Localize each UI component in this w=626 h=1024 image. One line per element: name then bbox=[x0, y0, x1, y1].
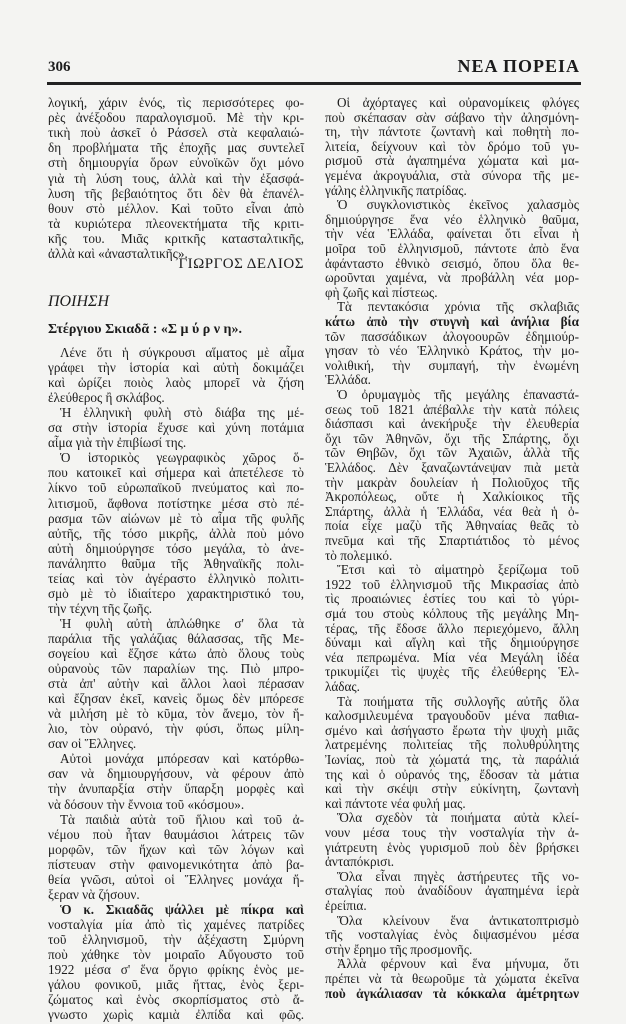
text-line: Ὅλα εἶναι πηγὲς ἀστήρευτες τῆς νο- bbox=[337, 868, 579, 884]
text-line: καὶ ὡρίζει ποιὸς λαὸς μπορεῖ νὰ ζήση bbox=[48, 375, 304, 391]
text-line: αὐτῆς, τῆς τόσο μικρῆς, ἀλλὰ ποὺ μόνο bbox=[48, 525, 304, 541]
text-line: ποία εἶχε μαζὺ τῆς Ἀθηναίας θεᾶς τὸ bbox=[325, 518, 579, 534]
text-line: σαν οἱ Ἕλληνες. bbox=[48, 736, 137, 752]
text-line: αἷμα γιὰ τὴν ἐπιβίωσί της. bbox=[48, 435, 187, 451]
text-line: λυση τῆς βεβαιότητος ὅτι δὲν θὰ ἐπανέλ- bbox=[48, 185, 304, 201]
text-line: ὄχι τῶν Ἀθηνῶν, ὄχι τῆς Σπάρτης, ὄχι bbox=[325, 430, 579, 446]
text-line: λάδας. bbox=[325, 679, 360, 694]
text-line: διάσπασι καὶ ἀνεκήρυξε τὴν ἐλευθερία bbox=[325, 416, 579, 432]
review-title: Στέργιου Σκιαδᾶ : «Σ μ ύ ρ ν η». bbox=[48, 322, 242, 337]
text-line: στὴν ἔρημο τῆς προσμονῆς. bbox=[325, 941, 473, 957]
text-line: δη προβλήματα τῆς ἐποχῆς μας συντελεῖ bbox=[48, 140, 304, 156]
text-line: Ἔτσι καὶ τὸ αἱματηρὸ ξερίζωμα τοῦ bbox=[337, 562, 579, 578]
text-line: μοῖρα τοῦ ἑλληνισμοῦ, πάντοτε ἀπὸ ἕνα bbox=[325, 241, 579, 256]
text-line: ρὲς ἀνέξοδου παραλογισμοῦ. Μὲ τὴν κρι- bbox=[48, 110, 304, 126]
text-line: λογική, χάριν ἑνός, τὶς περισσότερες φο- bbox=[48, 95, 304, 110]
text-line: ζώματος καὶ ἑνὸς σκορπίσματος στὸ ἄ- bbox=[48, 992, 304, 1008]
text-line: νὰ μιλήση μὲ τὸ κῦμα, τὸν ἄνεμο, τὸν ἥ- bbox=[48, 706, 304, 722]
text-line: τὴν νέα Ἑλλάδα, φαίνεται ὅτι εἶναι ἡ bbox=[325, 226, 579, 242]
text-line: καὶ ἔζησαν ἐκεῖ, κανεὶς ὅμως δὲν μπόρεσε bbox=[48, 691, 304, 707]
text-line: μορφῶν, τῶν ἤχων καὶ τῶν λόγων καὶ bbox=[48, 841, 304, 857]
text-line: Οἱ ἀχόρταγες καὶ οὐρανομίκεις φλόγες bbox=[337, 95, 579, 110]
text-line: κῆς του. Μιᾶς κριτκῆς κατασταλτικῆς, bbox=[48, 230, 304, 246]
text-line: θουν στὸ μέλλον. Καὶ τοῦτο εἶναι ἀπὸ bbox=[48, 200, 304, 216]
text-line: σταλγίας ποὺ ἀναδίδουν ἀγαπημένα ἱερὰ bbox=[325, 883, 579, 899]
text-line: 1922 μέσα σ' ἕνα ὄργιο φρίκης ἑνὸς με- bbox=[48, 962, 304, 978]
text-line: ἐλεύθερος ἢ σκλάβος. bbox=[48, 390, 165, 406]
text-line: τη, τὴν πάντοτε ζωντανὴ καὶ ποθητὴ πο- bbox=[325, 124, 579, 140]
header-rule bbox=[47, 82, 581, 85]
text-line: φὴ ζωῆς καὶ πίστεως. bbox=[325, 284, 438, 300]
text-line: Ὁ κ. Σκιαδᾶς ψάλλει μὲ πίκρα καὶ bbox=[60, 901, 304, 917]
text-line: νὰ δόσουν τὴν ἔννοια τοῦ «κόσμου». bbox=[48, 796, 245, 812]
text-line: στὴ δημιουργία ὅρων εὐνοϊκῶν ὄχι μόνο bbox=[48, 155, 304, 171]
text-line: γεμένα ἀκρογυάλια, στὰ σύνορα τῆς με- bbox=[325, 168, 579, 183]
text-line: ποὺ ἀγκάλιασαν τὰ κόκκαλα ἀμέτρητων bbox=[325, 985, 579, 1001]
text-line: γιάτρευτη ἑνὸς γυρισμοῦ ποὺ δὲν βρήσκει bbox=[325, 839, 579, 855]
text-line: γάλης ἑλληνικῆς πατρίδας. bbox=[325, 182, 467, 198]
author-signature: ΓΙΩΡΓΟΣ ΔΕΛΙΟΣ bbox=[178, 256, 304, 272]
page-number: 306 bbox=[48, 59, 71, 75]
text-line: σμένο καὶ ἀσήγαστο ἔρωτα τὴν ψυχὴ μιᾶς bbox=[325, 722, 579, 738]
text-line: Ἡ ἑλληνικὴ φυλὴ στὸ διάβα της μέ- bbox=[60, 405, 304, 421]
text-line: Λένε ὅτι ἡ σύγκρουσι αἵματος μὲ αἷμα bbox=[60, 345, 304, 360]
text-line: τικὴ ποὺ ἀσκεῖ ὁ Ράσσελ στὰ κεφαλαιώ- bbox=[48, 125, 304, 141]
text-line: Ἑλλάδα. bbox=[325, 372, 371, 388]
text-line: λίκνο τοῦ εὐρωπαϊκοῦ πνεύματος καὶ πο- bbox=[48, 480, 304, 496]
text-line: 1922 τοῦ ἑλληνισμοῦ τῆς Μικρασίας ἀπὸ bbox=[325, 576, 579, 592]
text-line: σογείου καὶ ἔζησε κάτω ἀπὸ ὅλους τοὺς bbox=[48, 646, 304, 661]
text-line: γράφει τὴν ἱστορία καὶ αὐτὴ δοκιμάζει bbox=[48, 360, 304, 376]
text-line: Ὅλα κλείνουν ἕνα ἀντικατοπτρισμὸ bbox=[337, 912, 579, 928]
text-line: γνωστο χωρὶς καμιὰ ἐλπίδα καὶ φῶς. bbox=[48, 1007, 304, 1023]
text-line: Ὁ συγκλονιστικὸς ἐκεῖνος χαλασμὸς bbox=[337, 197, 579, 213]
text-line: πίστευαν στὴν φαινομενικότητα ἀπὸ βα- bbox=[48, 856, 304, 872]
text-line: καλοσμιλευμένα τραγουδοῦν μένα παθια- bbox=[325, 708, 579, 724]
text-line: ἀνταπόκρισι. bbox=[325, 854, 395, 870]
text-line: ποὺ χάθηκε τὸν μοιραῖο Αὔγουστο τοῦ bbox=[48, 947, 304, 962]
text-line: κάτω ἀπὸ τὴν στυγνὴ καὶ ἀνήλια βία bbox=[325, 314, 579, 329]
text-line: τῆς νοσταλγίας ἑνὸς διψασμένου μέσα bbox=[325, 927, 579, 943]
text-line: καὶ τὴν σκέψι στὴν εὐκίνητη, ζωντανὴ bbox=[325, 781, 579, 797]
text-line: Τὰ ποιήματα τῆς συλλογῆς αὐτῆς ὅλα bbox=[337, 693, 579, 709]
text-line: ωροῦνται χαμένα, νὰ προβάλλη νέα μορ- bbox=[325, 270, 579, 286]
text-line: Ἀκροπόλεως, οὔτε ἡ Χαλκίοικος τῆς bbox=[325, 489, 579, 505]
text-line: στὰ ἀπ' αὐτὴν καὶ ἄλλοι λαοὶ πέρασαν bbox=[48, 676, 304, 692]
text-line: τῶν πασσάδικων ἀλογοουρῶν ἐδημιούρ- bbox=[325, 328, 579, 344]
text-line: τὸ πολεμικό. bbox=[325, 547, 393, 563]
text-line: τοῦ ἑλληνισμοῦ, τὴν ἀξέχαστη Σμύρνη bbox=[48, 931, 304, 947]
text-line: νέμου ποὺ ἦταν θαυμάσιοι λάτρεις τῶν bbox=[48, 826, 304, 842]
text-line: τὰ κυριώτερα πλεονεκτήματα τῆς κριτι- bbox=[48, 215, 304, 231]
text-line: γησαν τὸ νέο Ἑλληνικὸ Κράτος, τὴν μο- bbox=[325, 343, 579, 359]
text-line: σμὸ μὲ τὸ ἰδιαίτερο χαρακτηριστικό του, bbox=[48, 585, 304, 601]
text-line: που κατοικεῖ καὶ σήμερα καὶ ἀπετέλεσε τὸ bbox=[48, 465, 304, 481]
text-line: Ὁ ἱστορικὸς γεωγραφικὸς χῶρος ὅ- bbox=[60, 450, 304, 466]
text-line: τὶς προαιώνιες ἑστίες του καὶ τὸ γύρι- bbox=[325, 591, 579, 607]
text-line: Αὐτοὶ μονάχα μπόρεσαν καὶ κατόρθω- bbox=[60, 751, 304, 767]
text-line: ἀλλὰ καὶ «ἀνασταλτικῆς». bbox=[48, 246, 188, 261]
text-line: γάλου φονικοῦ, μιᾶς ἥττας, ἑνὸς ξερι- bbox=[48, 977, 304, 993]
text-line: πρέπει νὰ τὰ θεωροῦμε τὰ χώματα ἐκεῖνα bbox=[325, 971, 579, 986]
text-line: γιὰ τὴ λύση τους, ἀλλὰ καὶ τὴν ἐξασφά- bbox=[48, 170, 304, 186]
text-line: σαν νὰ δημιουργήσουν, νὰ φέρουν ἀπὸ bbox=[48, 766, 304, 782]
text-line: πνεῦμα καὶ τῆς Σπαρτιάτιδος τὸ μένος bbox=[325, 533, 579, 548]
text-line: τέρας, τῆς ἔδοσε ἄλλο περιεχόμενο, ἄλλη bbox=[325, 620, 579, 636]
text-line: ρισμοῦ στὰ ἀγαπημένα χώματα καὶ μα- bbox=[325, 153, 579, 169]
text-line: νουν μέσα τους τὴν νοσταλγία τὴν ἀ- bbox=[325, 825, 579, 840]
text-line: λιτισμοῦ, ἄφθονα ποτίστηκε μέσα στὸ πέ- bbox=[48, 495, 304, 511]
text-line: της καὶ ὁ οὐρανός της, ἔδοσαν τὰ μάτια bbox=[325, 766, 579, 782]
text-line: σεως τοῦ 1821 ἀπέβαλλε τὴν κατὰ πόλεις bbox=[325, 401, 579, 417]
text-line: ξεραν νὰ ζήσουν. bbox=[48, 886, 140, 902]
text-line: τὴν ἀνυπαρξία στὴν ὕπαρξη μορφὲς καὶ bbox=[48, 781, 304, 797]
text-line: δημιούργησε ἕνα νέο ἑλληνικὸ θαῦμα, bbox=[325, 211, 579, 227]
text-line: λατρεμένης πολιτείας τῆς πολυθρύλητης bbox=[325, 737, 579, 753]
text-line: αὐτὴ δημιούργησε τόσο μεγάλα, τὸ ἀνε- bbox=[48, 540, 304, 556]
text-line: ποὺ σκέπασαν σὰν σάβανο τὴν ἀλησμόνη- bbox=[325, 109, 579, 125]
text-line: δύναμι καὶ αἴγλη καὶ τῆς δημιούργησε bbox=[325, 635, 579, 651]
text-line: νέα πεπρωμένα. Μία νέα Μεγάλη ἰδέα bbox=[325, 649, 579, 665]
text-line: ἐρείπια. bbox=[325, 898, 367, 913]
text-line: ἀφάνταστο ἐθνικὸ σεισμό, ὅπου ὅλα θε- bbox=[325, 255, 579, 271]
text-line: λιο, τὸν οὐρανό, τὴν φύσι, ὅπως μίλη- bbox=[48, 721, 304, 737]
text-line: νολιθική, τὴν συμπαγή, τὴν ἑνωμένη bbox=[325, 357, 579, 373]
text-line: Ἀλλὰ φέρνουν καὶ ἕνα μήνυμα, ὅτι bbox=[337, 956, 579, 972]
text-line: καὶ πάντοτε νέα φυλή μας. bbox=[325, 795, 466, 811]
text-line: τὴν μακρὰν δουλείαν ἡ Πολιοῦχος τῆς bbox=[325, 474, 579, 490]
text-line: Ὁ ὀρυμαγμὸς τῆς μεγάλης ἐπαναστά- bbox=[337, 387, 579, 402]
journal-title: ΝΕΑ ΠΟΡΕΙΑ bbox=[457, 56, 580, 76]
text-line: Σπάρτης, ἀλλὰ ἡ Ἑλλάδα, νέα θεὰ ἡ ὁ- bbox=[325, 503, 579, 519]
text-line: ρασμα τῶν αἰώνων μὲ τὸ αἷμα τῆς φυλῆς bbox=[48, 510, 304, 526]
text-line: οὐρανοὺς τῶν παραλίων της. Πιὸ μπρο- bbox=[48, 661, 304, 677]
text-line: Τὰ παιδιὰ αὐτὰ τοῦ ἥλιου καὶ τοῦ ἀ- bbox=[60, 811, 304, 827]
text-line: πανάληπτο θαῦμα τῆς Ἀθηναϊκῆς πολι- bbox=[48, 555, 304, 571]
text-line: τῶν Θηβῶν, ὄχι τῶν Ἀχαιῶν, ἀλλὰ τῆς bbox=[325, 445, 579, 461]
text-line: τείας καὶ τὸν ἀγέραστο ἑλληνικὸ πολιτι- bbox=[48, 570, 304, 586]
section-heading: ΠΟΙΗΣΗ bbox=[48, 293, 110, 310]
text-line: Τὰ πεντακόσια χρόνια τῆς σκλαβιᾶς bbox=[337, 299, 579, 315]
text-line: Ἰωνίας, ποὺ τὰ χώματά της, τὰ παράλιά bbox=[325, 752, 579, 767]
text-line: νοσταλγία μία ἀπὸ τὶς χαμένες πατρίδες bbox=[48, 916, 304, 932]
text-line: σμά του στοὺς κόλπους τῆς μεγάλης Μη- bbox=[325, 606, 579, 621]
text-line: Ὅλα σχεδὸν τὰ ποιήματα αὐτὰ κλεί- bbox=[337, 810, 579, 826]
text-line: τὴν τέχνη τῆς ζωῆς. bbox=[48, 600, 153, 616]
text-line: παράλια τῆς γαλάζιας θάλασσας, τῆς Με- bbox=[48, 630, 304, 646]
text-line: Ἡ φυλὴ αὐτὴ ἁπλώθηκε σ' ὅλα τὰ bbox=[60, 615, 304, 631]
text-line: λιτεία, δείχνουν καὶ τὸν δρόμο τοῦ γυ- bbox=[325, 138, 579, 154]
text-line: σα στὴν ἱστορία ἔχυσε καὶ χύνη ποτάμια bbox=[48, 420, 304, 436]
text-line: τρικυμίζει τὶς ψυχὲς τῆς ἐλεύθερης Ἑλ- bbox=[325, 664, 579, 680]
text-line: θεία γνῶσι, αὐτοὶ οἱ Ἕλληνες μονάχα ἤ- bbox=[48, 871, 304, 887]
text-line: Ἑλλάδος. Δὲν ξαναζωντάνεψαν πιὰ μετὰ bbox=[325, 460, 579, 475]
